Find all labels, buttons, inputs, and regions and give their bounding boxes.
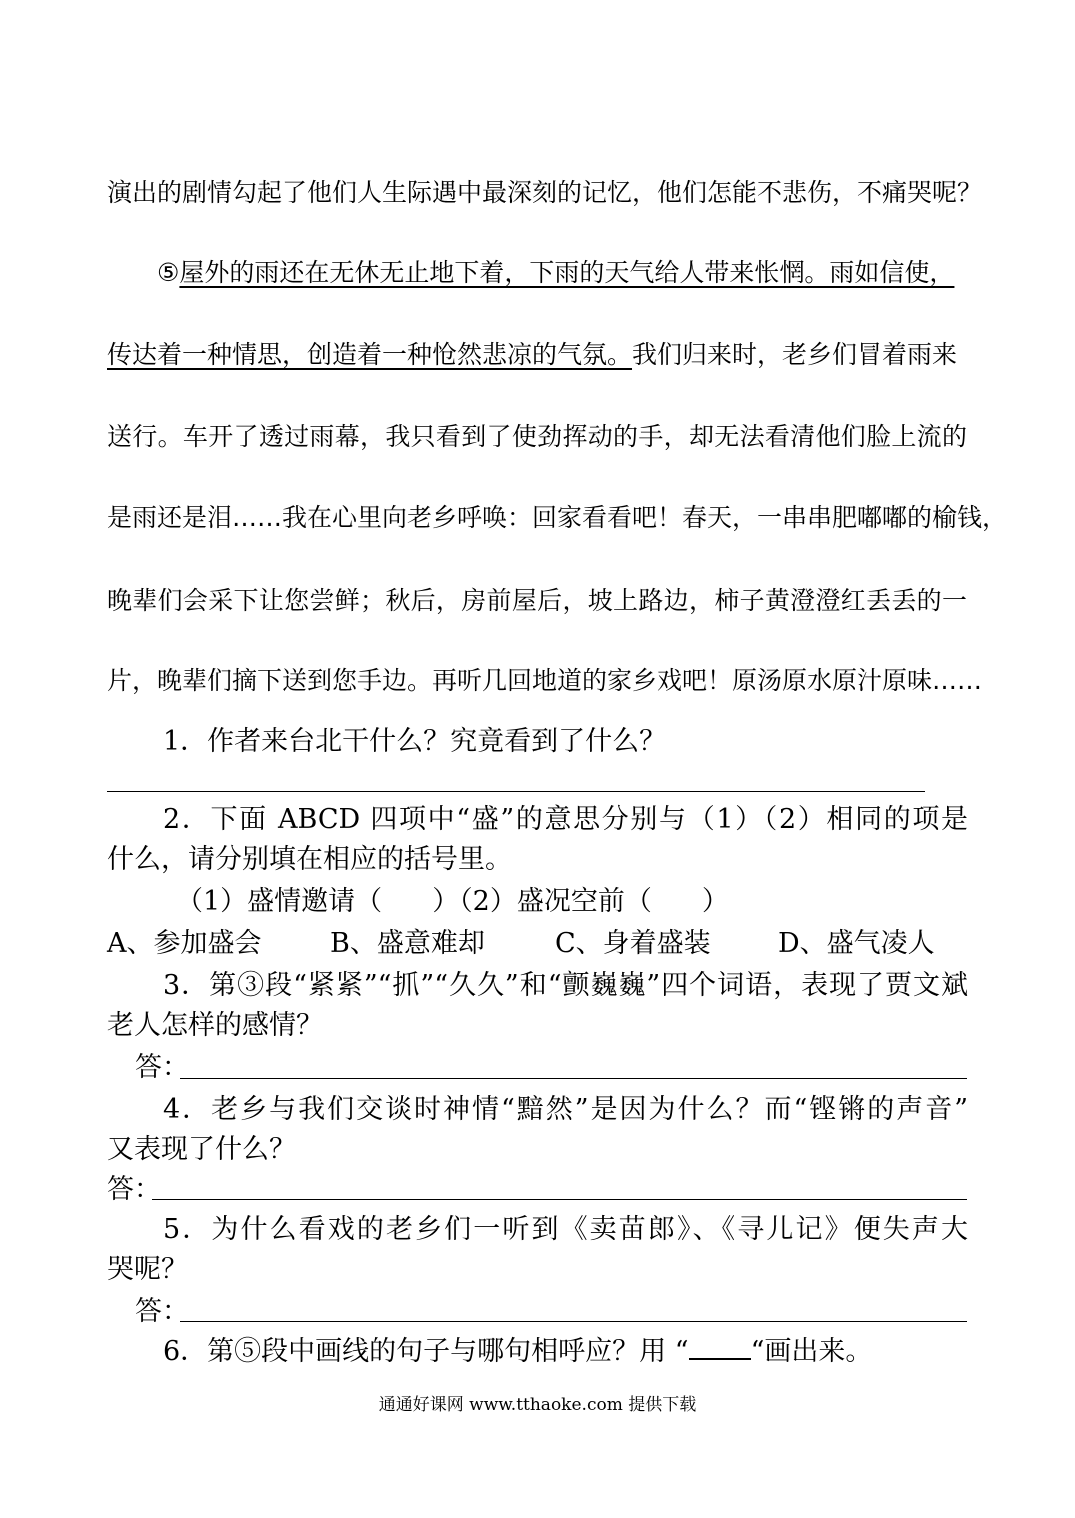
- question-5-line-2: 哭呢？: [107, 1254, 188, 1285]
- underlined-sentence-part-2: 传达着一种情思，创造着一种怆然悲凉的气氛。: [107, 340, 633, 369]
- option-a: A、参加盛会: [107, 928, 262, 959]
- passage-paragraph-5-line-2: 传达着一种情思，创造着一种怆然悲凉的气氛。我们归来时，老乡们冒着雨来: [107, 340, 958, 369]
- underline-sample: [689, 1336, 751, 1360]
- answer-line-5[interactable]: [180, 1321, 967, 1322]
- question-2-line-2: 什么，请分别填在相应的括号里。: [107, 844, 512, 875]
- option-d: D、盛气凌人: [778, 928, 935, 959]
- answer-line-4[interactable]: [152, 1199, 967, 1200]
- question-1: 1．作者来台北干什么？究竟看到了什么？: [163, 726, 667, 757]
- question-4-line-2: 又表现了什么？: [107, 1134, 296, 1165]
- question-3-line-2: 老人怎样的感情？: [107, 1010, 323, 1041]
- question-3-line-1: 3．第③段“紧紧”“抓”“久久”和“颤巍巍”四个词语，表现了贾文斌: [163, 970, 968, 1001]
- passage-line-4: 送行。车开了透过雨幕，我只看到了使劲挥动的手，却无法看清他们脸上流的: [107, 422, 967, 451]
- answer-label-5: 答：: [135, 1296, 189, 1327]
- page-footer: 通通好课网 www.tthaoke.com 提供下载: [378, 1395, 697, 1415]
- passage-line-6: 晚辈们会采下让您尝鲜；秋后，房前屋后，坡上路边，柿子黄澄澄红丢丢的一: [107, 586, 967, 615]
- answer-label-3: 答：: [135, 1052, 189, 1083]
- passage-line-5: 是雨还是泪……我在心里向老乡呼唤：回家看看吧！春天，一串串肥嘟嘟的榆钱，: [107, 503, 1008, 532]
- question-2-choices: （1）盛情邀请（ ）（2）盛况空前（ ）: [176, 886, 729, 917]
- question-5-line-1: 5．为什么看戏的老乡们一听到《卖苗郎》、《寻儿记》便失声大: [163, 1214, 968, 1245]
- passage-line-7: 片，晚辈们摘下送到您手边。再听几回地道的家乡戏吧！原汤原水原汁原味……: [107, 666, 983, 695]
- answer-line-3[interactable]: [180, 1078, 967, 1079]
- underlined-sentence-part-1: 屋外的雨还在无休无止地下着，下雨的天气给人带来怅惘。雨如信使，: [179, 258, 955, 287]
- question-2-line-1: 2．下面 ABCD 四项中“盛”的意思分别与（1）（2）相同的项是: [163, 804, 968, 835]
- option-c: C、身着盛装: [555, 928, 711, 959]
- question-6: 6．第⑤段中画线的句子与哪句相呼应？用 “ “画出来。: [163, 1336, 873, 1367]
- question-4-line-1: 4．老乡与我们交谈时神情“黯然”是因为什么？而“铿锵的声音”: [163, 1094, 968, 1125]
- paragraph-number: ⑤: [157, 258, 180, 287]
- passage-paragraph-5-line-1: [107, 256, 967, 290]
- passage-line-1: 演出的剧情勾起了他们人生际遇中最深刻的记忆，他们怎能不悲伤，不痛哭呢？: [107, 178, 983, 207]
- answer-label-4: 答：: [107, 1174, 161, 1205]
- option-b: B、盛意难却: [330, 928, 485, 959]
- answer-line-1[interactable]: [107, 791, 925, 792]
